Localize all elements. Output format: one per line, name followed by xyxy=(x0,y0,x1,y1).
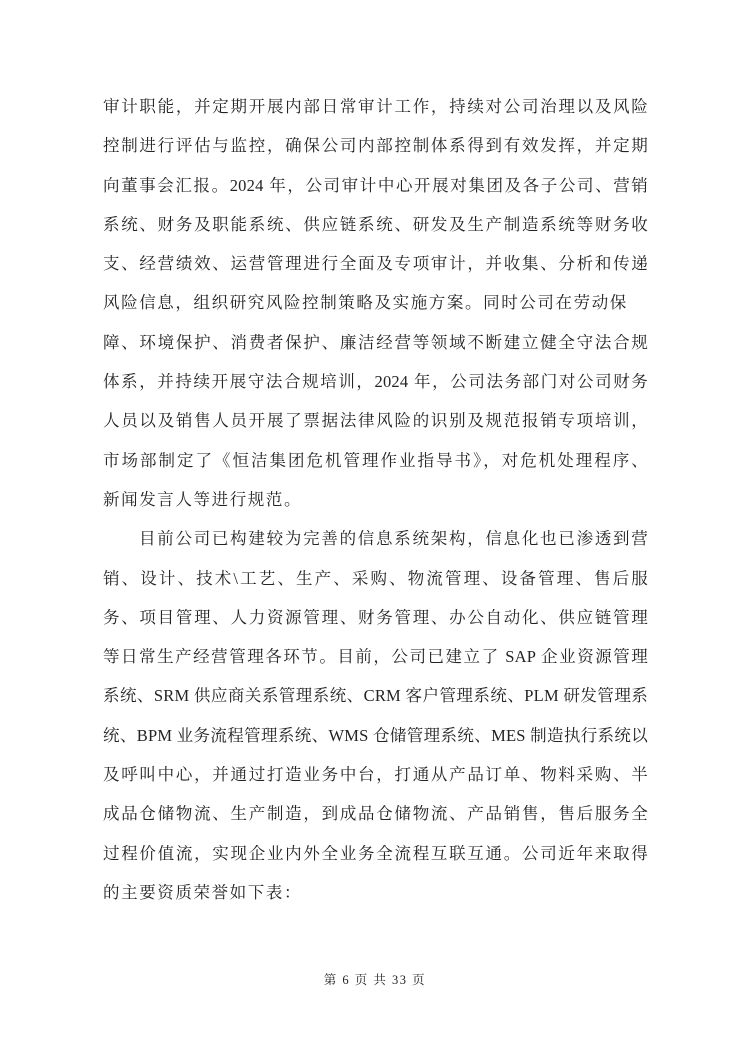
text-line: 控制进行评估与监控，确保公司内部控制体系得到有效发挥，并定期 xyxy=(103,136,648,156)
text-line: 体系，并持续开展守法合规培训，2024 年，公司法务部门对公司财务 xyxy=(103,372,648,392)
paragraph-internal-audit-compliance xyxy=(103,87,648,519)
text-line: 销、设计、技术\工艺、生产、采购、物流管理、设备管理、售后服 xyxy=(103,568,648,588)
text-line: 风险信息，组织研究风险控制策略及实施方案。同时公司在劳动保 xyxy=(103,293,628,313)
paragraph-information-systems xyxy=(103,519,648,912)
text-line: 等日常生产经营管理各环节。目前，公司已建立了 SAP 企业资源管理 xyxy=(103,647,648,667)
page-body xyxy=(103,87,648,912)
text-line: 统、BPM 业务流程管理系统、WMS 仓储管理系统、MES 制造执行系统以 xyxy=(103,725,648,745)
text-line: 障、环境保护、消费者保护、廉洁经营等领域不断建立健全守法合规 xyxy=(103,332,648,352)
text-line: 市场部制定了《恒洁集团危机管理作业指导书》，对危机处理程序、 xyxy=(103,450,648,470)
text-line: 系统、财务及职能系统、供应链系统、研发及生产制造系统等财务收 xyxy=(103,214,648,234)
text-line: 支、经营绩效、运营管理进行全面及专项审计，并收集、分析和传递 xyxy=(103,254,648,274)
text-line: 向董事会汇报。2024 年，公司审计中心开展对集团及各子公司、营销 xyxy=(103,175,648,195)
text-line: 的主要资质荣誉如下表： xyxy=(103,882,303,902)
text-line: 成品仓储物流、生产制造，到成品仓储物流、产品销售，售后服务全 xyxy=(103,804,648,824)
text-line: 系统、SRM 供应商关系管理系统、CRM 客户管理系统、PLM 研发管理系 xyxy=(103,686,648,706)
text-line: 过程价值流，实现企业内外全业务全流程互联互通。公司近年来取得 xyxy=(103,843,648,863)
page-number-label: 第 6 页 共 33 页 xyxy=(323,973,427,987)
text-line: 务、项目管理、人力资源管理、财务管理、办公自动化、供应链管理 xyxy=(103,607,648,627)
text-line: 及呼叫中心，并通过打造业务中台，打通从产品订单、物料采购、半 xyxy=(103,765,648,785)
text-line: 人员以及销售人员开展了票据法律风险的识别及规范报销专项培训， xyxy=(103,411,648,431)
text-line: 审计职能，并定期开展内部日常审计工作，持续对公司治理以及风险 xyxy=(103,97,648,116)
text-line: 目前公司已构建较为完善的信息系统架构，信息化也已渗透到营 xyxy=(139,529,648,549)
text-line: 新闻发言人等进行规范。 xyxy=(103,489,303,509)
page-footer xyxy=(0,970,750,988)
